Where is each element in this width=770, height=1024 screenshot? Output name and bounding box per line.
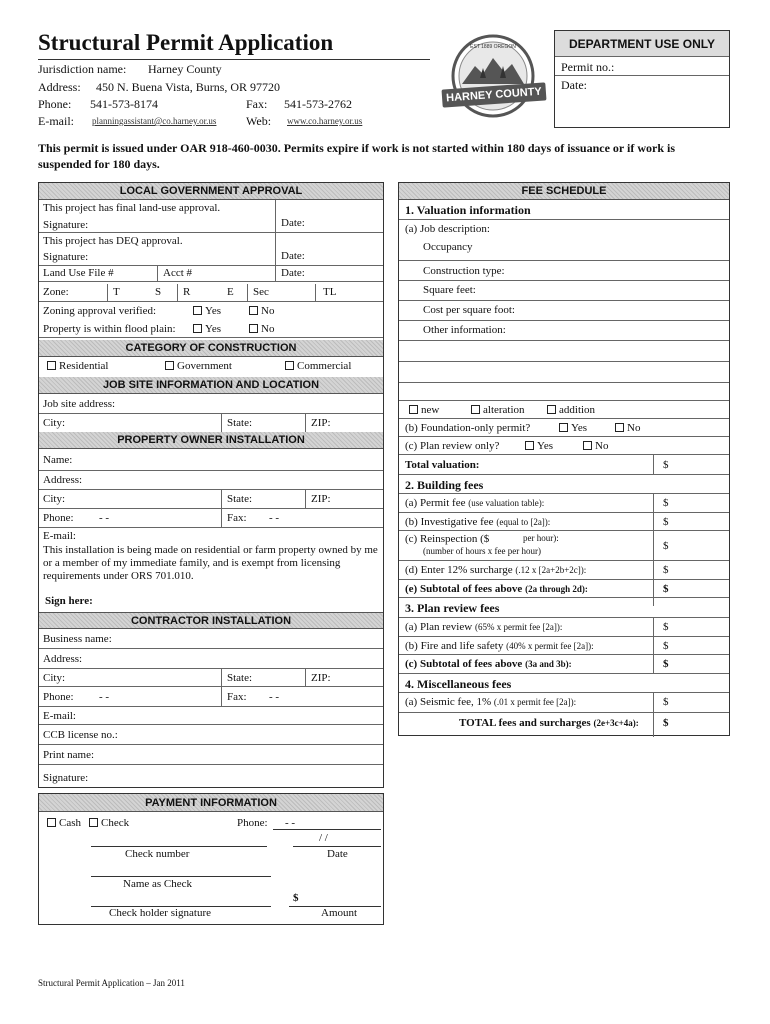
owner-exemption-statement: This installation is being made on residential or farm property owned by me or a member of my immediate family, and is exempt from licensing requirements under ORS 701.010. — [43, 544, 378, 582]
square-feet-label: Square feet: — [423, 284, 476, 296]
plan-review-only-label: (c) Plan review only? — [405, 440, 500, 452]
department-date-label: Date: — [561, 78, 587, 92]
commercial-label: Commercial — [297, 360, 352, 372]
check-label: Check — [101, 817, 130, 829]
total-fees-label: TOTAL fees and surcharges (2e+3c+4a): — [459, 717, 639, 729]
business-name-label: Business name: — [43, 633, 112, 645]
deq-date-label: Date: — [281, 250, 305, 262]
cost-per-sqft-row[interactable] — [399, 301, 729, 321]
subtotal-2-dollar: $ — [663, 583, 669, 595]
foundation-yes-label: Yes — [571, 422, 588, 434]
flood-no-checkbox[interactable] — [249, 324, 258, 333]
government-checkbox[interactable] — [165, 361, 174, 370]
investigative-fee-note: (equal to [2a]): — [496, 517, 551, 527]
investigative-fee-label: (b) Investigative fee (equal to [2a]): — [405, 516, 551, 528]
alteration-option[interactable] — [471, 404, 525, 416]
check-date-field[interactable] — [293, 846, 381, 847]
zoning-yes-checkbox[interactable] — [193, 306, 202, 315]
address-label: Address: — [38, 80, 81, 94]
range-label: R — [183, 286, 191, 298]
section-s-label: S — [155, 286, 162, 298]
foundation-no-checkbox[interactable] — [615, 423, 624, 432]
new-label: new — [421, 404, 440, 416]
plan-review-fees-title: 3. Plan review fees — [405, 601, 500, 615]
building-fees-title: 2. Building fees — [405, 478, 484, 492]
permit-no-label: Permit no.: — [561, 60, 615, 74]
seismic-fee-row[interactable] — [399, 693, 729, 713]
zone-row[interactable] — [39, 284, 383, 302]
payment-phone-label: Phone: — [237, 817, 268, 829]
page-footer: Structural Permit Application – Jan 2011 — [38, 978, 185, 988]
check-number-field[interactable] — [91, 846, 267, 847]
foundation-only-row — [399, 419, 729, 437]
surcharge-row[interactable] — [399, 561, 729, 580]
flood-plain-label: Property is within flood plain: — [43, 323, 176, 335]
per-hour-label: per hour): — [523, 533, 559, 543]
occupancy-label: Occupancy — [423, 241, 473, 253]
total-fees-row[interactable] — [399, 713, 729, 737]
fire-life-row[interactable] — [399, 637, 729, 655]
owner-phone-label: Phone: — [43, 512, 74, 524]
logo-banner-text: HARNEY COUNTY — [441, 82, 546, 107]
deq-signature-row[interactable] — [39, 233, 383, 266]
check-option[interactable] — [89, 817, 129, 829]
residential-label: Residential — [59, 360, 109, 372]
owner-city-label: City: — [43, 493, 66, 505]
addition-checkbox[interactable] — [547, 405, 556, 414]
phone-value: 541-573-8174 — [90, 97, 158, 111]
payment-header: PAYMENT INFORMATION — [39, 794, 383, 812]
flood-yes-label: Yes — [205, 323, 222, 335]
reinspection-note: (number of hours x fee per hour) — [423, 546, 541, 556]
subtotal-2-label: (e) Subtotal of fees above (2a through 2d): — [405, 583, 588, 595]
job-site-address-row[interactable] — [39, 394, 383, 414]
surcharge-label: (d) Enter 12% surcharge (.12 x [2a+2b+2c]): — [405, 564, 587, 576]
cash-checkbox[interactable] — [47, 818, 56, 827]
land-use-approval-text: This project has final land-use approval. — [43, 202, 221, 214]
phone-label: Phone: — [38, 97, 72, 111]
category-header: CATEGORY OF CONSTRUCTION — [39, 340, 383, 357]
owner-phone-row[interactable] — [39, 509, 383, 528]
cost-per-sqft-label: Cost per square foot: — [423, 304, 515, 316]
total-valuation-label: Total valuation: — [405, 459, 480, 471]
land-use-signature-row[interactable] — [39, 200, 383, 233]
plan-review-no-option[interactable] — [583, 440, 608, 452]
plan-review-no-checkbox[interactable] — [583, 441, 592, 450]
sign-here-label: Sign here: — [45, 595, 93, 607]
payment-phone-dashes: - - — [285, 817, 296, 829]
foundation-only-label: (b) Foundation-only permit? — [405, 422, 531, 434]
owner-name-row[interactable] — [39, 449, 383, 471]
owner-fax-dashes: - - — [269, 512, 280, 524]
fax-value: 541-573-2762 — [284, 97, 352, 111]
contractor-signature-row[interactable] — [39, 765, 383, 789]
land-use-signature-label: Signature: — [43, 219, 89, 231]
amount-label: Amount — [321, 907, 358, 919]
other-info-row[interactable] — [399, 321, 729, 341]
plan-review-note: (65% x permit fee [2a]): — [474, 622, 563, 632]
title-rule — [38, 59, 430, 60]
permit-fee-note: (use valuation table): — [468, 498, 545, 508]
total-valuation-row[interactable] — [399, 455, 729, 475]
contractor-phone-dashes: - - — [99, 691, 110, 703]
acct-label: Acct # — [163, 267, 193, 279]
cash-label: Cash — [59, 817, 81, 829]
check-date-label: Date — [327, 848, 348, 860]
fax-label: Fax: — [246, 97, 268, 111]
contractor-header: CONTRACTOR INSTALLATION — [39, 612, 383, 629]
subtotal-3-row[interactable] — [399, 655, 729, 674]
local-gov-header: LOCAL GOVERNMENT APPROVAL — [39, 183, 383, 200]
residential-checkbox[interactable] — [47, 361, 56, 370]
subtotal-3-note: (3a and 3b): — [525, 659, 572, 669]
permit-fee-dollar: $ — [663, 497, 669, 509]
addition-label: addition — [559, 404, 596, 416]
plan-review-yes-checkbox[interactable] — [525, 441, 534, 450]
owner-sign-field[interactable] — [39, 595, 383, 611]
zone-label: Zone: — [43, 286, 69, 298]
name-as-check-field[interactable] — [91, 876, 271, 877]
permit-notice: This permit is issued under OAR 918-460-0030. Permits expire if work is not started within 180 days of issuance or if work is suspended for 180 days. — [38, 141, 676, 171]
foundation-yes-checkbox[interactable] — [559, 423, 568, 432]
east-label: E — [227, 286, 234, 298]
contractor-address-row[interactable] — [39, 649, 383, 669]
department-use-box — [554, 30, 730, 128]
category-row — [39, 357, 383, 375]
land-use-date-label: Date: — [281, 217, 305, 229]
permit-fee-row[interactable] — [399, 494, 729, 513]
contractor-fax-label: Fax: — [227, 691, 247, 703]
total-fees-dollar: $ — [663, 717, 669, 729]
business-name-row[interactable] — [39, 629, 383, 649]
blank-row-1[interactable] — [399, 341, 729, 362]
new-option[interactable] — [409, 404, 439, 416]
addition-option[interactable] — [547, 404, 595, 416]
reinspection-dollar: $ — [663, 540, 669, 552]
reinspection-row[interactable] — [399, 531, 729, 561]
subtotal-3-dollar: $ — [663, 658, 669, 670]
flood-yes-option[interactable] — [193, 323, 221, 335]
owner-state-label: State: — [227, 493, 253, 505]
valuation-section-row — [399, 200, 729, 220]
flood-no-label: No — [261, 323, 275, 335]
square-feet-row[interactable] — [399, 281, 729, 301]
contractor-phone-label: Phone: — [43, 691, 74, 703]
land-use-file-date-label: Date: — [281, 267, 305, 279]
surcharge-dollar: $ — [663, 564, 669, 576]
contractor-phone-row[interactable] — [39, 687, 383, 707]
job-site-zip-label: ZIP: — [311, 417, 331, 429]
zoning-no-label: No — [261, 305, 275, 317]
owner-email-label: E-mail: — [43, 530, 76, 542]
investigative-fee-dollar: $ — [663, 516, 669, 528]
holder-signature-label: Check holder signature — [109, 907, 212, 919]
logo-top-text: EST 1889 OREGON — [470, 44, 516, 50]
department-title: DEPARTMENT USE ONLY — [555, 31, 729, 57]
print-name-row[interactable] — [39, 745, 383, 765]
job-site-city-row[interactable] — [39, 414, 383, 432]
contractor-email-row[interactable] — [39, 707, 383, 725]
cash-option[interactable] — [47, 817, 81, 829]
contractor-city-row[interactable] — [39, 669, 383, 687]
total-valuation-dollar: $ — [663, 459, 669, 471]
job-site-header: JOB SITE INFORMATION AND LOCATION — [39, 377, 383, 394]
owner-name-label: Name: — [43, 454, 73, 466]
subtotal-2-row[interactable] — [399, 580, 729, 598]
permit-fee-label: (a) Permit fee (use valuation table): — [405, 497, 545, 509]
date-slashes: / / — [319, 832, 328, 844]
ccb-license-label: CCB license no.: — [43, 729, 118, 741]
surcharge-note: (.12 x [2a+2b+2c]): — [515, 565, 587, 575]
zoning-verified-row — [39, 302, 383, 320]
name-as-check-label: Name as Check — [123, 878, 193, 890]
fire-life-dollar: $ — [663, 640, 669, 652]
seismic-fee-note: (.01 x permit fee [2a]): — [493, 697, 577, 707]
seismic-fee-dollar: $ — [663, 696, 669, 708]
contractor-signature-label: Signature: — [43, 772, 89, 784]
plan-review-only-row — [399, 437, 729, 455]
job-description-label: (a) Job description: — [405, 223, 490, 235]
ccb-license-row[interactable] — [39, 725, 383, 745]
permit-no-row[interactable] — [555, 57, 729, 75]
zoning-yes-option[interactable] — [193, 305, 221, 317]
residential-option[interactable] — [47, 360, 109, 372]
contractor-email-label: E-mail: — [43, 710, 76, 722]
misc-fees-section-row — [399, 674, 729, 693]
new-checkbox[interactable] — [409, 405, 418, 414]
web-label: Web: — [246, 114, 272, 128]
investigative-fee-row[interactable] — [399, 513, 729, 531]
owner-city-row[interactable] — [39, 490, 383, 509]
payment-panel — [38, 793, 384, 925]
check-checkbox[interactable] — [89, 818, 98, 827]
left-form-panel — [38, 182, 384, 788]
occupancy-row[interactable] — [399, 238, 729, 261]
work-type-row — [399, 401, 729, 419]
blank-row-3[interactable] — [399, 383, 729, 401]
zoning-no-option[interactable] — [249, 305, 274, 317]
plan-review-row[interactable] — [399, 618, 729, 637]
construction-type-label: Construction type: — [423, 265, 505, 277]
plan-review-yes-option[interactable] — [525, 440, 553, 452]
land-use-file-row[interactable] — [39, 266, 383, 282]
valuation-section-title: 1. Valuation information — [405, 203, 531, 217]
subtotal-3-label: (c) Subtotal of fees above (3a and 3b): — [405, 658, 572, 670]
deq-signature-label: Signature: — [43, 251, 89, 263]
job-description-row[interactable] — [399, 220, 729, 238]
email-link[interactable]: planningassistant@co.harney.or.us — [92, 116, 217, 126]
government-label: Government — [177, 360, 232, 372]
fee-schedule-panel — [398, 182, 730, 736]
owner-address-label: Address: — [43, 474, 83, 486]
commercial-option[interactable] — [285, 360, 351, 372]
plan-review-section-row — [399, 598, 729, 618]
amount-dollar-sign: $ — [293, 892, 299, 904]
land-use-file-label: Land Use File # — [43, 267, 114, 279]
job-site-address-label: Job site address: — [43, 398, 116, 410]
misc-fees-title: 4. Miscellaneous fees — [405, 677, 512, 691]
county-seal — [440, 28, 550, 128]
job-site-city-label: City: — [43, 417, 66, 429]
page-title: Structural Permit Application — [38, 30, 334, 55]
owner-email-row[interactable] — [39, 528, 383, 544]
owner-address-row[interactable] — [39, 471, 383, 490]
plan-review-dollar: $ — [663, 621, 669, 633]
county-logo-icon — [440, 28, 550, 128]
contractor-city-label: City: — [43, 672, 66, 684]
flood-yes-checkbox[interactable] — [193, 324, 202, 333]
foundation-no-label: No — [627, 422, 641, 434]
fire-life-label: (b) Fire and life safety (40% x permit fee [2a]): — [405, 640, 594, 652]
jurisdiction-label: Jurisdiction name: — [38, 62, 127, 76]
department-date-row[interactable] — [555, 75, 729, 93]
web-link[interactable]: www.co.harney.or.us — [287, 116, 363, 126]
check-number-label: Check number — [125, 848, 190, 860]
sec-label: Sec — [253, 286, 269, 298]
owner-zip-label: ZIP: — [311, 493, 331, 505]
owner-phone-dashes: - - — [99, 512, 110, 524]
contractor-fax-dashes: - - — [269, 691, 280, 703]
subtotal-2-note: (2a through 2d): — [525, 584, 588, 594]
address-value: 450 N. Buena Vista, Burns, OR 97720 — [96, 80, 281, 94]
zoning-verified-label: Zoning approval verified: — [43, 305, 157, 317]
total-fees-note: (2e+3c+4a): — [593, 718, 639, 728]
building-fees-section-row — [399, 475, 729, 494]
job-site-state-label: State: — [227, 417, 253, 429]
blank-row-2[interactable] — [399, 362, 729, 383]
contractor-zip-label: ZIP: — [311, 672, 331, 684]
contractor-address-label: Address: — [43, 653, 83, 665]
deq-approval-text: This project has DEQ approval. — [43, 235, 183, 247]
print-name-label: Print name: — [43, 749, 95, 761]
foundation-no-option[interactable] — [615, 422, 640, 434]
owner-header: PROPERTY OWNER INSTALLATION — [39, 432, 383, 449]
alteration-checkbox[interactable] — [471, 405, 480, 414]
other-info-label: Other information: — [423, 324, 506, 336]
flood-plain-row — [39, 320, 383, 338]
flood-no-option[interactable] — [249, 323, 274, 335]
plan-review-no-label: No — [595, 440, 609, 452]
seismic-fee-label: (a) Seismic fee, 1% (.01 x permit fee [2a]): — [405, 696, 577, 708]
township-label: T — [113, 286, 120, 298]
plan-review-yes-label: Yes — [537, 440, 554, 452]
zoning-no-checkbox[interactable] — [249, 306, 258, 315]
contractor-state-label: State: — [227, 672, 253, 684]
alteration-label: alteration — [483, 404, 525, 416]
government-option[interactable] — [165, 360, 232, 372]
owner-fax-label: Fax: — [227, 512, 247, 524]
fire-life-note: (40% x permit fee [2a]): — [506, 641, 594, 651]
foundation-yes-option[interactable] — [559, 422, 587, 434]
tax-lot-label: TL — [323, 286, 337, 298]
fee-schedule-header: FEE SCHEDULE — [399, 183, 729, 200]
commercial-checkbox[interactable] — [285, 361, 294, 370]
construction-type-row[interactable] — [399, 261, 729, 281]
zoning-yes-label: Yes — [205, 305, 222, 317]
jurisdiction-value: Harney County — [148, 62, 222, 76]
reinspection-label: (c) Reinspection ($ — [405, 533, 490, 545]
plan-review-label: (a) Plan review (65% x permit fee [2a]): — [405, 621, 563, 633]
email-label: E-mail: — [38, 114, 74, 128]
